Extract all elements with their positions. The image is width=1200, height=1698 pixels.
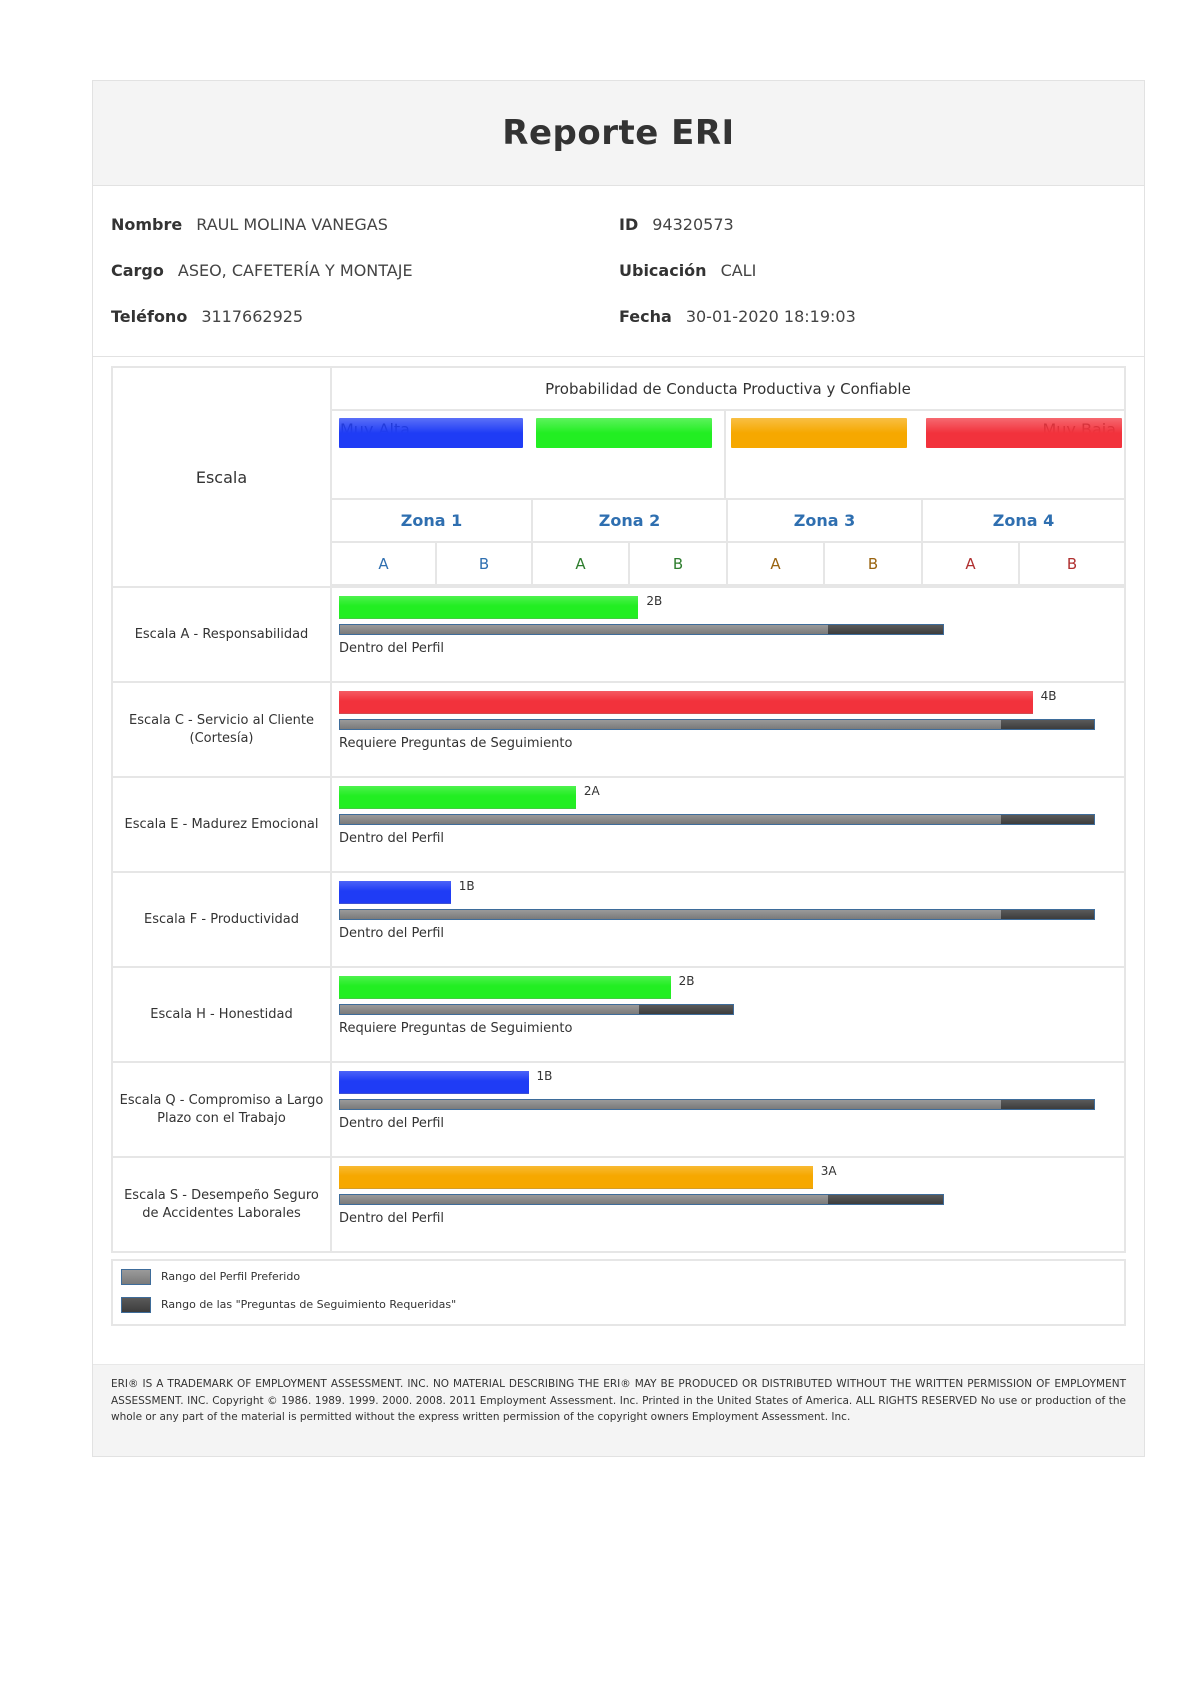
zone-1b-header: B	[435, 541, 533, 586]
scale-row-label	[111, 1061, 332, 1158]
report-header	[93, 81, 1144, 186]
followup-range-segment	[1001, 720, 1094, 729]
profile-range-bar	[339, 814, 1095, 825]
zone-1-color-swatch	[339, 418, 523, 448]
profile-status: Dentro del Perfil	[339, 1211, 445, 1226]
eri-chart-table	[111, 366, 1126, 1326]
scale-name: Escala H - Honestidad	[150, 1006, 293, 1022]
score-label: 1B	[536, 1069, 553, 1083]
zone-4a-header: A	[921, 541, 1020, 586]
zone-3a-header: A	[726, 541, 825, 586]
scale-row-label	[111, 776, 332, 873]
zone-2a-header: A	[531, 541, 630, 586]
field-ubicacion	[619, 261, 756, 280]
score-label: 2A	[583, 784, 600, 798]
zone-4-header: Zona 4	[921, 498, 1126, 543]
followup-range-segment	[639, 1005, 733, 1014]
value-fecha: 30-01-2020 18:19:03	[685, 307, 856, 326]
value-cargo: ASEO, CAFETERÍA Y MONTAJE	[177, 261, 413, 280]
profile-status: Dentro del Perfil	[339, 831, 445, 846]
scale-row-label	[111, 681, 332, 778]
zone-2-header: Zona 2	[531, 498, 728, 543]
scale-name: Escala F - Productividad	[144, 911, 299, 927]
label-ubicacion: Ubicación	[619, 261, 707, 280]
profile-status: Dentro del Perfil	[339, 641, 445, 656]
scale-name: Escala Q - Compromiso a Largo Plazo con el Trabajo	[119, 1092, 324, 1126]
profile-range-bar	[339, 909, 1095, 920]
zone-2-color-swatch	[536, 418, 712, 448]
probabilidad-header: Probabilidad de Conducta Productiva y Confiable	[330, 366, 1126, 411]
escala-header: Escala	[111, 366, 332, 588]
followup-range-segment	[1001, 1100, 1094, 1109]
profile-range-bar	[339, 719, 1095, 730]
label-telefono: Teléfono	[111, 307, 188, 326]
zone-1-header: Zona 1	[330, 498, 533, 543]
label-cargo: Cargo	[111, 261, 164, 280]
score-bar	[339, 786, 576, 809]
value-ubicacion: CALI	[720, 261, 757, 280]
score-bar	[339, 691, 1033, 714]
followup-range-segment	[828, 625, 943, 634]
zone-3b-header: B	[823, 541, 923, 586]
zone-2b-header: B	[628, 541, 728, 586]
zone-3-color-swatch	[731, 418, 907, 448]
score-label: 3A	[820, 1164, 837, 1178]
followup-range-segment	[1001, 815, 1094, 824]
profile-status: Dentro del Perfil	[339, 1116, 445, 1131]
field-nombre	[111, 215, 388, 234]
legend-followup-label: Rango de las "Preguntas de Seguimiento Requeridas"	[161, 1298, 457, 1311]
score-bar	[339, 596, 638, 619]
field-id	[619, 215, 734, 234]
followup-range-segment	[1001, 910, 1094, 919]
scale-name: Escala S - Desempeño Seguro de Accidentes Laborales	[124, 1187, 319, 1221]
score-label: 2B	[678, 974, 695, 988]
zone-4-color-swatch	[926, 418, 1122, 448]
scale-row-label	[111, 966, 332, 1063]
scale-name: Escala E - Madurez Emocional	[124, 816, 319, 832]
report-card	[92, 80, 1145, 1457]
score-bar	[339, 976, 671, 999]
scale-name: Escala A - Responsabilidad	[134, 626, 309, 642]
label-nombre: Nombre	[111, 215, 183, 234]
scale-name: Escala C - Servicio al Cliente (Cortesía)	[129, 712, 314, 746]
candidate-info	[93, 186, 1144, 357]
zone-4b-header: B	[1018, 541, 1126, 586]
scale-row-label	[111, 871, 332, 968]
score-bar	[339, 1166, 813, 1189]
profile-range-bar	[339, 1099, 1095, 1110]
profile-status: Dentro del Perfil	[339, 926, 445, 941]
score-bar	[339, 881, 451, 904]
profile-range-bar	[339, 1004, 734, 1015]
value-telefono: 3117662925	[201, 307, 304, 326]
field-telefono	[111, 307, 303, 326]
label-fecha: Fecha	[619, 307, 672, 326]
value-id: 94320573	[652, 215, 734, 234]
field-cargo	[111, 261, 413, 280]
scale-row-label	[111, 586, 332, 683]
profile-range-bar	[339, 624, 944, 635]
value-nombre: RAUL MOLINA VANEGAS	[196, 215, 388, 234]
profile-status: Requiere Preguntas de Seguimiento	[339, 736, 573, 751]
page-title: Reporte ERI	[502, 113, 735, 153]
score-bar	[339, 1071, 529, 1094]
zone-1a-header: A	[330, 541, 437, 586]
profile-range-bar	[339, 1194, 944, 1205]
legend	[111, 1259, 1126, 1326]
score-label: 2B	[646, 594, 663, 608]
copyright-footer: ERI® IS A TRADEMARK OF EMPLOYMENT ASSESSMENT. INC. NO MATERIAL DESCRIBING THE ERI® MAY BE PRODUCED OR DISTRIBUTED WITHOUT THE WRITTEN PERMISSION OF EMPLOYMENT ASSESSMENT. INC. Copyright © 1986. 1989. 1999. 2000. 2008. 2011 Employment Assessment. Inc. Printed in the United States of America. ALL RIGHTS RESERVED No use or production of the whole or any part of the material is permitted without the express written permission of the copyright owners Employment Assessment. Inc.	[93, 1364, 1144, 1456]
score-label: 1B	[458, 879, 475, 893]
legend-preferred-label: Rango del Perfil Preferido	[161, 1270, 301, 1283]
field-fecha	[619, 307, 856, 326]
zone-3-header: Zona 3	[726, 498, 923, 543]
legend-preferred-swatch	[121, 1269, 151, 1285]
legend-followup-swatch	[121, 1297, 151, 1313]
scale-row-label	[111, 1156, 332, 1253]
label-id: ID	[619, 215, 639, 234]
score-label: 4B	[1040, 689, 1057, 703]
followup-range-segment	[828, 1195, 943, 1204]
profile-status: Requiere Preguntas de Seguimiento	[339, 1021, 573, 1036]
